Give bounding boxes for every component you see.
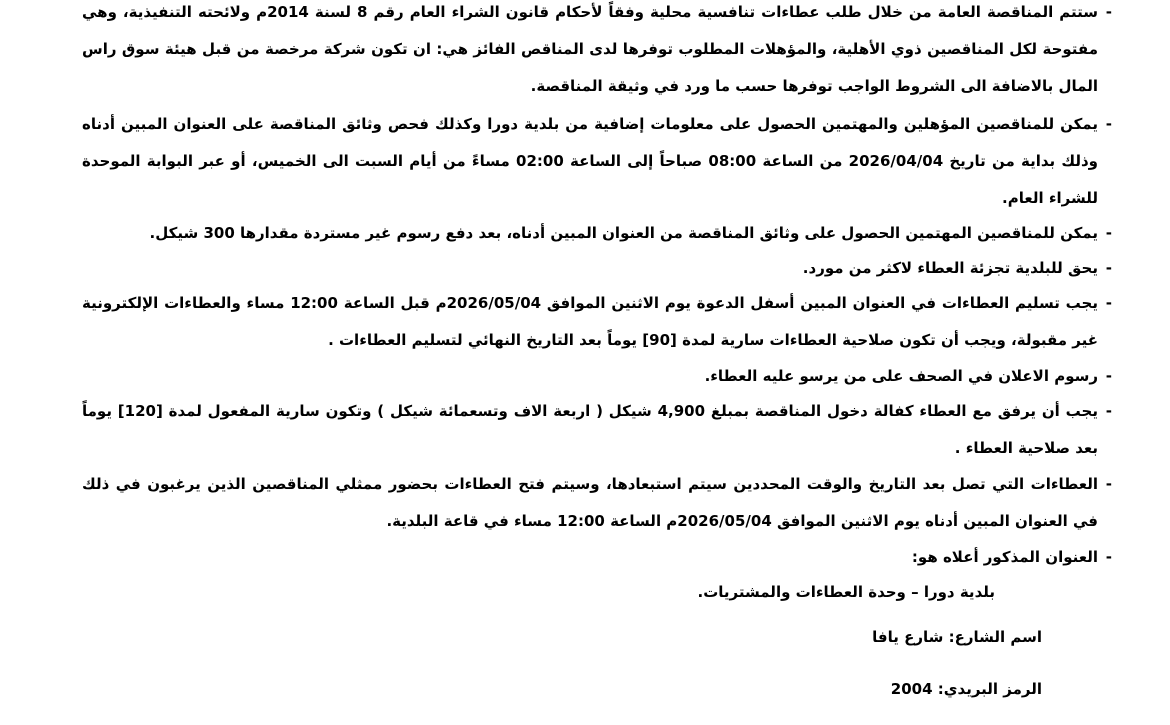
clause-text: يجب أن يرفق مع العطاء كفالة دخول المناقصة بمبلغ 4,900 شيكل ( اربعة الاف وتسعمائة شيكل ) وتكون سارية المفعول لمدة [120] يوماً بعد صلاحية العطاء . — [82, 402, 1098, 457]
clause-text: ستتم المناقصة العامة من خلال طلب عطاءات تنافسية محلية وفقاً لأحكام قانون الشراء العام رقم 8 لسنة 2014م ولائحته التنفيذية، وهي مفتوحة لكل المناقصين ذوي الأهلية، والمؤهلات المطلوب توفرها لدى المناقص الفائز هي: ان تكون شركة مرخصة من قبل هيئة سوق راس المال بالاضافة الى الشروط الواجب توفرها حسب ما ورد في وثيقة المناقصة. — [82, 3, 1099, 95]
bullet-dash: - — [1105, 402, 1112, 420]
clause-text: يمكن للمناقصين المؤهلين والمهتمين الحصول على معلومات إضافية من بلدية دورا وكذلك فحص وثائق المناقصة على العنوان المبين أدناه وذلك بداية من تاريخ 2026/04/04 من الساعة 08:00 صباحاً إلى الساعة 02:00 مساءً من أيام السبت الى الخميس، أو عبر البوابة الموحدة للشراء العام. — [82, 115, 1099, 207]
clause-advertising-fees — [82, 358, 1112, 395]
clause-text: العطاءات التي تصل بعد التاريخ والوقت المحددين سيتم استبعادها، وسيتم فتح العطاءات بحضور ممثلي المناقصين الذين يرغبون في ذلك في العنوان المبين أدناه يوم الاثنين الموافق 2026/05/04م الساعة 12:00 مساء في قاعة البلدية. — [82, 475, 1098, 530]
bullet-dash: - — [1105, 367, 1112, 385]
bullet-dash: - — [1105, 259, 1112, 277]
bullet-dash: - — [1105, 294, 1112, 312]
bullet-dash: - — [1105, 548, 1112, 566]
bullet-dash: - — [1105, 115, 1112, 133]
bullet-dash: - — [1105, 224, 1112, 242]
clause-late-bids-opening — [82, 466, 1112, 540]
clause-address-heading — [82, 539, 1112, 576]
clause-bid-guarantee — [82, 393, 1112, 467]
address-municipality: بلدية دورا – وحدة العطاءات والمشتريات. — [697, 583, 995, 601]
clause-text: يمكن للمناقصين المهتمين الحصول على وثائق المناقصة من العنوان المبين أدناه، بعد دفع رسوم غير مستردة مقدارها 300 شيكل. — [149, 224, 1098, 242]
clause-split-award — [82, 250, 1112, 287]
clause-text: رسوم الاعلان في الصحف على من يرسو عليه العطاء. — [704, 367, 1098, 385]
clause-text: يحق للبلدية تجزئة العطاء لاكثر من مورد. — [802, 259, 1098, 277]
clause-text: العنوان المذكور أعلاه هو: — [911, 548, 1098, 566]
clause-bid-submission — [82, 285, 1112, 359]
clause-additional-information — [82, 106, 1112, 217]
postal-code-label: الرمز البريدي: — [937, 680, 1042, 698]
address-postal-code-line — [891, 676, 1042, 702]
clause-tender-procedure — [82, 0, 1112, 105]
bullet-dash: - — [1105, 475, 1112, 493]
clause-tender-documents-fee — [82, 215, 1112, 252]
clause-text: يجب تسليم العطاءات في العنوان المبين أسفل الدعوة يوم الاثنين الموافق 2026/05/04م قبل الساعة 12:00 مساء والعطاءات الإلكترونية غير مقبولة، ويجب أن تكون صلاحية العطاءات سارية لمدة [90] يوماً بعد التاريخ النهائي لتسليم العطاءات . — [82, 294, 1098, 349]
address-street: اسم الشارع: شارع يافا — [872, 628, 1042, 646]
bullet-dash: - — [1105, 3, 1112, 21]
postal-code-value: 2004 — [890, 680, 933, 698]
